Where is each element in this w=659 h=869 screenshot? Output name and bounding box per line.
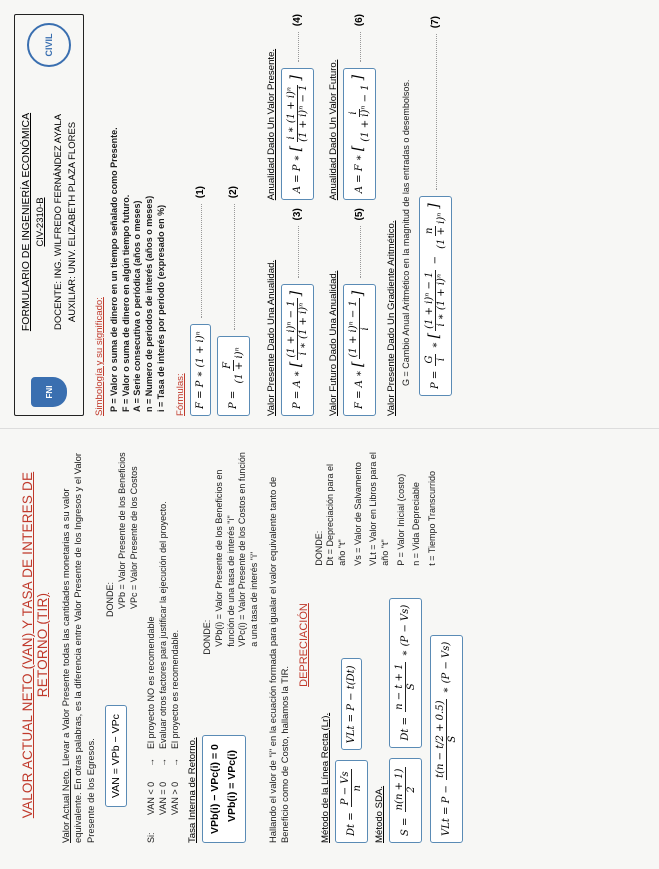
- f3-title: Valor Presente Dado Una Anualidad.: [266, 259, 278, 416]
- bracket-open: [: [426, 332, 443, 339]
- van-formula-row: [105, 447, 140, 843]
- si-row: [170, 501, 182, 815]
- van-criteria: [146, 447, 181, 843]
- donde3-item: t = Tiempo Transcurrido: [427, 470, 438, 566]
- van-formula-box: VAN = VPb − VPc: [105, 705, 127, 807]
- left-panel: [0, 429, 659, 869]
- f4-lhs: A = P ∗: [292, 154, 304, 194]
- bracket-open: [: [350, 145, 367, 152]
- donde3-item: n = Vida Depreciable: [411, 482, 422, 566]
- f6-number: (6): [354, 14, 366, 27]
- donde3-item: P = Valor Inicial (costo): [395, 473, 406, 566]
- f7-b-frac: [424, 211, 447, 251]
- header-box: [14, 14, 84, 416]
- tir-text: Hallando el valor de "i" en la ecuación formada para igualar el valor equivalente tanto de Beneficio como de Costo, hallamos la TIR.: [266, 476, 291, 843]
- f5-number: (5): [354, 208, 366, 221]
- sda-title: Método SDA.: [373, 785, 385, 843]
- f7-gi-frac: [424, 354, 447, 366]
- f5-row: [343, 208, 376, 416]
- f6-title: Anualidad Dado Un Valor Futuro.: [328, 59, 340, 201]
- lr-f1-frac: [340, 769, 363, 807]
- f1-row: [190, 186, 211, 416]
- f4-row: [281, 14, 314, 200]
- lr-f2-box: VLt = P − t(Dt): [341, 658, 362, 750]
- f4-title: Anualidad Dado Un Valor Presente.: [266, 48, 278, 201]
- f2-den-part: (1 + i)ⁿ: [234, 347, 246, 384]
- faculty-shield-icon: FNI: [31, 377, 67, 407]
- f3-block: [260, 208, 314, 416]
- bracket-close: ]: [426, 203, 443, 209]
- f7-b-num: n: [424, 227, 436, 234]
- sda-f2-box: [389, 598, 422, 748]
- simb-item: P = Valor o suma de dinero en un tiempo señalado como Presente.: [109, 127, 119, 412]
- bracket-open: [: [288, 361, 305, 368]
- f1-leader: [193, 204, 202, 318]
- donde3-item: Vs = Valor de Salvamento: [352, 462, 363, 566]
- header-code: CIV-2310-B: [34, 197, 46, 247]
- donde2-b: VPc(i) = Valor Presente de los Costos en función a una tasa de interés "i": [237, 452, 260, 647]
- lr-row: [335, 576, 368, 843]
- si-row: [158, 501, 170, 815]
- sda-f3-lhs: VLt = P −: [440, 785, 452, 836]
- f7-box: [419, 196, 452, 396]
- f3-leader: [290, 226, 299, 277]
- si-text: El proyecto NO es recomendable: [146, 616, 157, 749]
- anual-row-1: [260, 14, 314, 416]
- tir-formula-box: [202, 735, 246, 843]
- tir-row: [202, 447, 260, 843]
- f7-a-frac: [424, 270, 447, 331]
- f7-g: G: [424, 355, 436, 364]
- bracket-open: [: [350, 361, 367, 367]
- sda-f1-frac: [394, 767, 417, 813]
- f3-box: [281, 284, 314, 416]
- f1-number: (1): [195, 186, 207, 199]
- f6-num-part: i: [348, 111, 360, 115]
- donde3-item: VLt = Valor en Libros para el año "t": [368, 452, 391, 566]
- si-label: Si:: [146, 832, 157, 843]
- si-text: El proyecto es recomendable.: [169, 629, 180, 749]
- f4-block: [260, 14, 314, 208]
- lr-f1-num: P − Vs: [339, 771, 351, 806]
- sda-f1-box: [389, 758, 422, 843]
- si-cond: VAN = 0: [157, 781, 168, 815]
- f4-leader: [290, 32, 299, 62]
- f7-lhs: P =: [430, 370, 442, 389]
- bracket-open: [: [288, 145, 305, 152]
- sda-f1-num: n(n + 1): [393, 768, 405, 811]
- simb-item: A = Serie consecutiva o periódica (años o meses): [132, 200, 143, 412]
- f5-block: [322, 208, 376, 416]
- tir-f1: VPb(i) − VPc(i) = 0: [209, 744, 222, 834]
- lr-f1-box: [335, 760, 368, 843]
- bracket-close: ]: [350, 74, 367, 81]
- f7-number: (7): [430, 16, 442, 29]
- f5-lhs: F = A ∗: [354, 370, 366, 409]
- si-cond: VAN < 0: [146, 781, 157, 815]
- f7-a-den: i ∗ (1 + i)ⁿ: [436, 273, 448, 327]
- minus-symbol: −: [430, 256, 442, 265]
- si-row: [146, 501, 158, 815]
- donde1-a: VPb = Valor Presente de los Beneficios: [116, 452, 127, 609]
- donde1-b: VPc = Valor Presente de los Costos: [128, 466, 139, 609]
- grad-desc: G = Cambio Anual Aritmético en la magnitud de las entradas o desembolsos.: [401, 79, 412, 386]
- f2-row: [217, 186, 250, 416]
- f4-num-part: i ∗ (1 + i)ⁿ: [286, 87, 298, 140]
- f4-number: (4): [292, 14, 304, 27]
- f7-i: i: [436, 357, 448, 362]
- donde2-a: VPb(i) = Valor Presente de los Beneficios en función de una tasa de interés "i": [214, 469, 236, 647]
- sda-f2-rhs: ∗ (P − Vs): [399, 604, 411, 657]
- times-symbol: ∗: [430, 341, 442, 349]
- donde3-title: DONDE:: [313, 530, 324, 566]
- f5-title: Valor Futuro Dado Una Anualidad.: [328, 270, 340, 416]
- bracket-close: ]: [288, 290, 305, 297]
- f2-number: (2): [228, 186, 240, 199]
- f1-box: F = P ∗ (1 + i)ⁿ: [190, 324, 211, 416]
- donde3-item: Dt = Depreciación para el año "t": [325, 463, 347, 566]
- van-intro-text: Llevar a Valor Presente todas las cantidades monetarias a su valor equivalente. En otras palabras, es la diferencia entre Valor Presente de los Ingresos y el Valor Presente de los Egresos.: [60, 453, 96, 843]
- f3-row: [281, 208, 314, 416]
- f3-lhs: P = A ∗: [292, 370, 304, 409]
- donde2: [202, 447, 260, 675]
- arrow-icon: →: [157, 758, 168, 767]
- f3-num-part: (1 + i)ⁿ − 1: [286, 300, 298, 358]
- f5-frac: [348, 298, 371, 359]
- simb-item: n = Numero de periodos de interés (años o meses): [144, 195, 155, 412]
- f4-box: [281, 68, 314, 200]
- f5-num-part: (1 + i)ⁿ − 1: [348, 300, 360, 358]
- f6-leader: [352, 32, 361, 62]
- lr-title: Método de la Línea Recta (Lr).: [319, 712, 331, 843]
- f4-den-part: (1 + i)ⁿ − 1: [298, 84, 310, 142]
- donde1-title: DONDE:: [105, 581, 116, 617]
- header-text: [19, 67, 80, 377]
- f3-frac: [286, 298, 309, 359]
- simb-item: F = Valor o suma de dinero en algún tiempo futuro.: [120, 194, 131, 412]
- van-tir-title: VALOR ACTUAL NETO (VAN) Y TASA DE INTERES DE RETORNO (TIR): [20, 471, 50, 819]
- f2-num-part: F: [222, 361, 234, 369]
- sda-f3-box: [430, 635, 463, 843]
- grad-title: Valor Presente Dado Un Gradiente Aritmético.: [386, 220, 398, 416]
- si-text: Evaluar otros factores para justificar la ejecución del proyecto.: [157, 501, 168, 749]
- simb-list: [109, 14, 167, 416]
- lr-f1-lhs: Dt =: [345, 812, 357, 836]
- van-intro: [60, 447, 97, 843]
- arrow-icon: →: [169, 758, 180, 767]
- van-intro-term: Valor Actual Neto.: [60, 768, 71, 843]
- f6-row: [343, 14, 376, 200]
- donde1: [105, 452, 140, 657]
- f2-box: [217, 336, 250, 416]
- sda-f1-den: 2: [405, 786, 417, 793]
- sda-f2-frac: [394, 662, 417, 712]
- f2-lhs: P =: [228, 390, 240, 409]
- f4-frac: [286, 83, 309, 144]
- f5-box: [343, 284, 376, 416]
- f6-frac: [348, 82, 371, 143]
- header-docente: DOCENTE: ING. WILFREDO FERNÁNDEZ AYALA: [52, 113, 64, 331]
- f7-row: [419, 16, 452, 416]
- dep-body: [314, 447, 463, 843]
- formulas-title: Fórmulas:: [175, 373, 187, 416]
- si-cond: VAN > 0: [169, 781, 180, 815]
- bracket-close: ]: [288, 75, 305, 81]
- sda-f1-lhs: S =: [399, 817, 411, 836]
- bracket-close: ]: [350, 290, 367, 297]
- simb-title: Simbología y su significado:: [94, 297, 105, 416]
- f2-leader: [226, 204, 235, 330]
- tir-title: Tasa Interna de Retorno.: [187, 737, 199, 843]
- f6-den-part: (1 + i)ⁿ − 1: [360, 84, 372, 142]
- dep-formulas: [314, 576, 463, 843]
- f6-lhs: A = F ∗: [354, 154, 366, 194]
- lr-f1-den: n: [351, 785, 363, 792]
- f3-den-part: i ∗ (1 + i)ⁿ: [298, 302, 310, 356]
- f7-leader: [428, 34, 437, 190]
- civil-seal-icon: CIVIL: [27, 23, 71, 67]
- dep-title: DEPRECIACIÓN: [297, 603, 310, 687]
- right-panel: [0, 0, 659, 429]
- sda-f3-den: S: [446, 735, 458, 743]
- sda-row: [389, 576, 422, 843]
- f6-block: [322, 14, 376, 208]
- f7-b-den: (1 + i)ⁿ: [436, 212, 448, 249]
- si-rows: [146, 501, 181, 815]
- arrow-icon: →: [146, 758, 157, 767]
- header-auxiliar: AUXILIAR: UNIV. ELIZABETH PLAZA FLORES: [66, 121, 78, 323]
- f6-box: [343, 68, 376, 200]
- header-title: FORMULARIO DE INGENIERÍA ECONÓMICA: [19, 112, 32, 332]
- sda-f2-den: S: [405, 683, 417, 691]
- sda-f3-rhs: ∗ (P − Vs): [440, 641, 452, 694]
- f5-leader: [352, 226, 361, 277]
- f2-frac: [222, 345, 245, 385]
- donde3: [314, 447, 443, 576]
- sda-f2-lhs: Dt =: [399, 717, 411, 741]
- anual-row-2: [322, 14, 376, 416]
- f7-a-num: (1 + i)ⁿ − 1: [424, 271, 436, 329]
- f5-den-part: i: [360, 327, 372, 331]
- sda-f3-frac: [435, 699, 458, 780]
- donde2-title: DONDE:: [202, 619, 213, 655]
- sda-f3-wrap: [430, 576, 463, 843]
- simb-item: i = Tasa de interés por periodo (expresado en %): [155, 204, 166, 412]
- f3-number: (3): [292, 208, 304, 221]
- sda-f2-num: n − t + 1: [393, 663, 405, 710]
- tir-f2: VPb(i) = VPc(i): [226, 749, 239, 822]
- sda-f3-num: t(n − t/2 + 0.5): [434, 700, 446, 778]
